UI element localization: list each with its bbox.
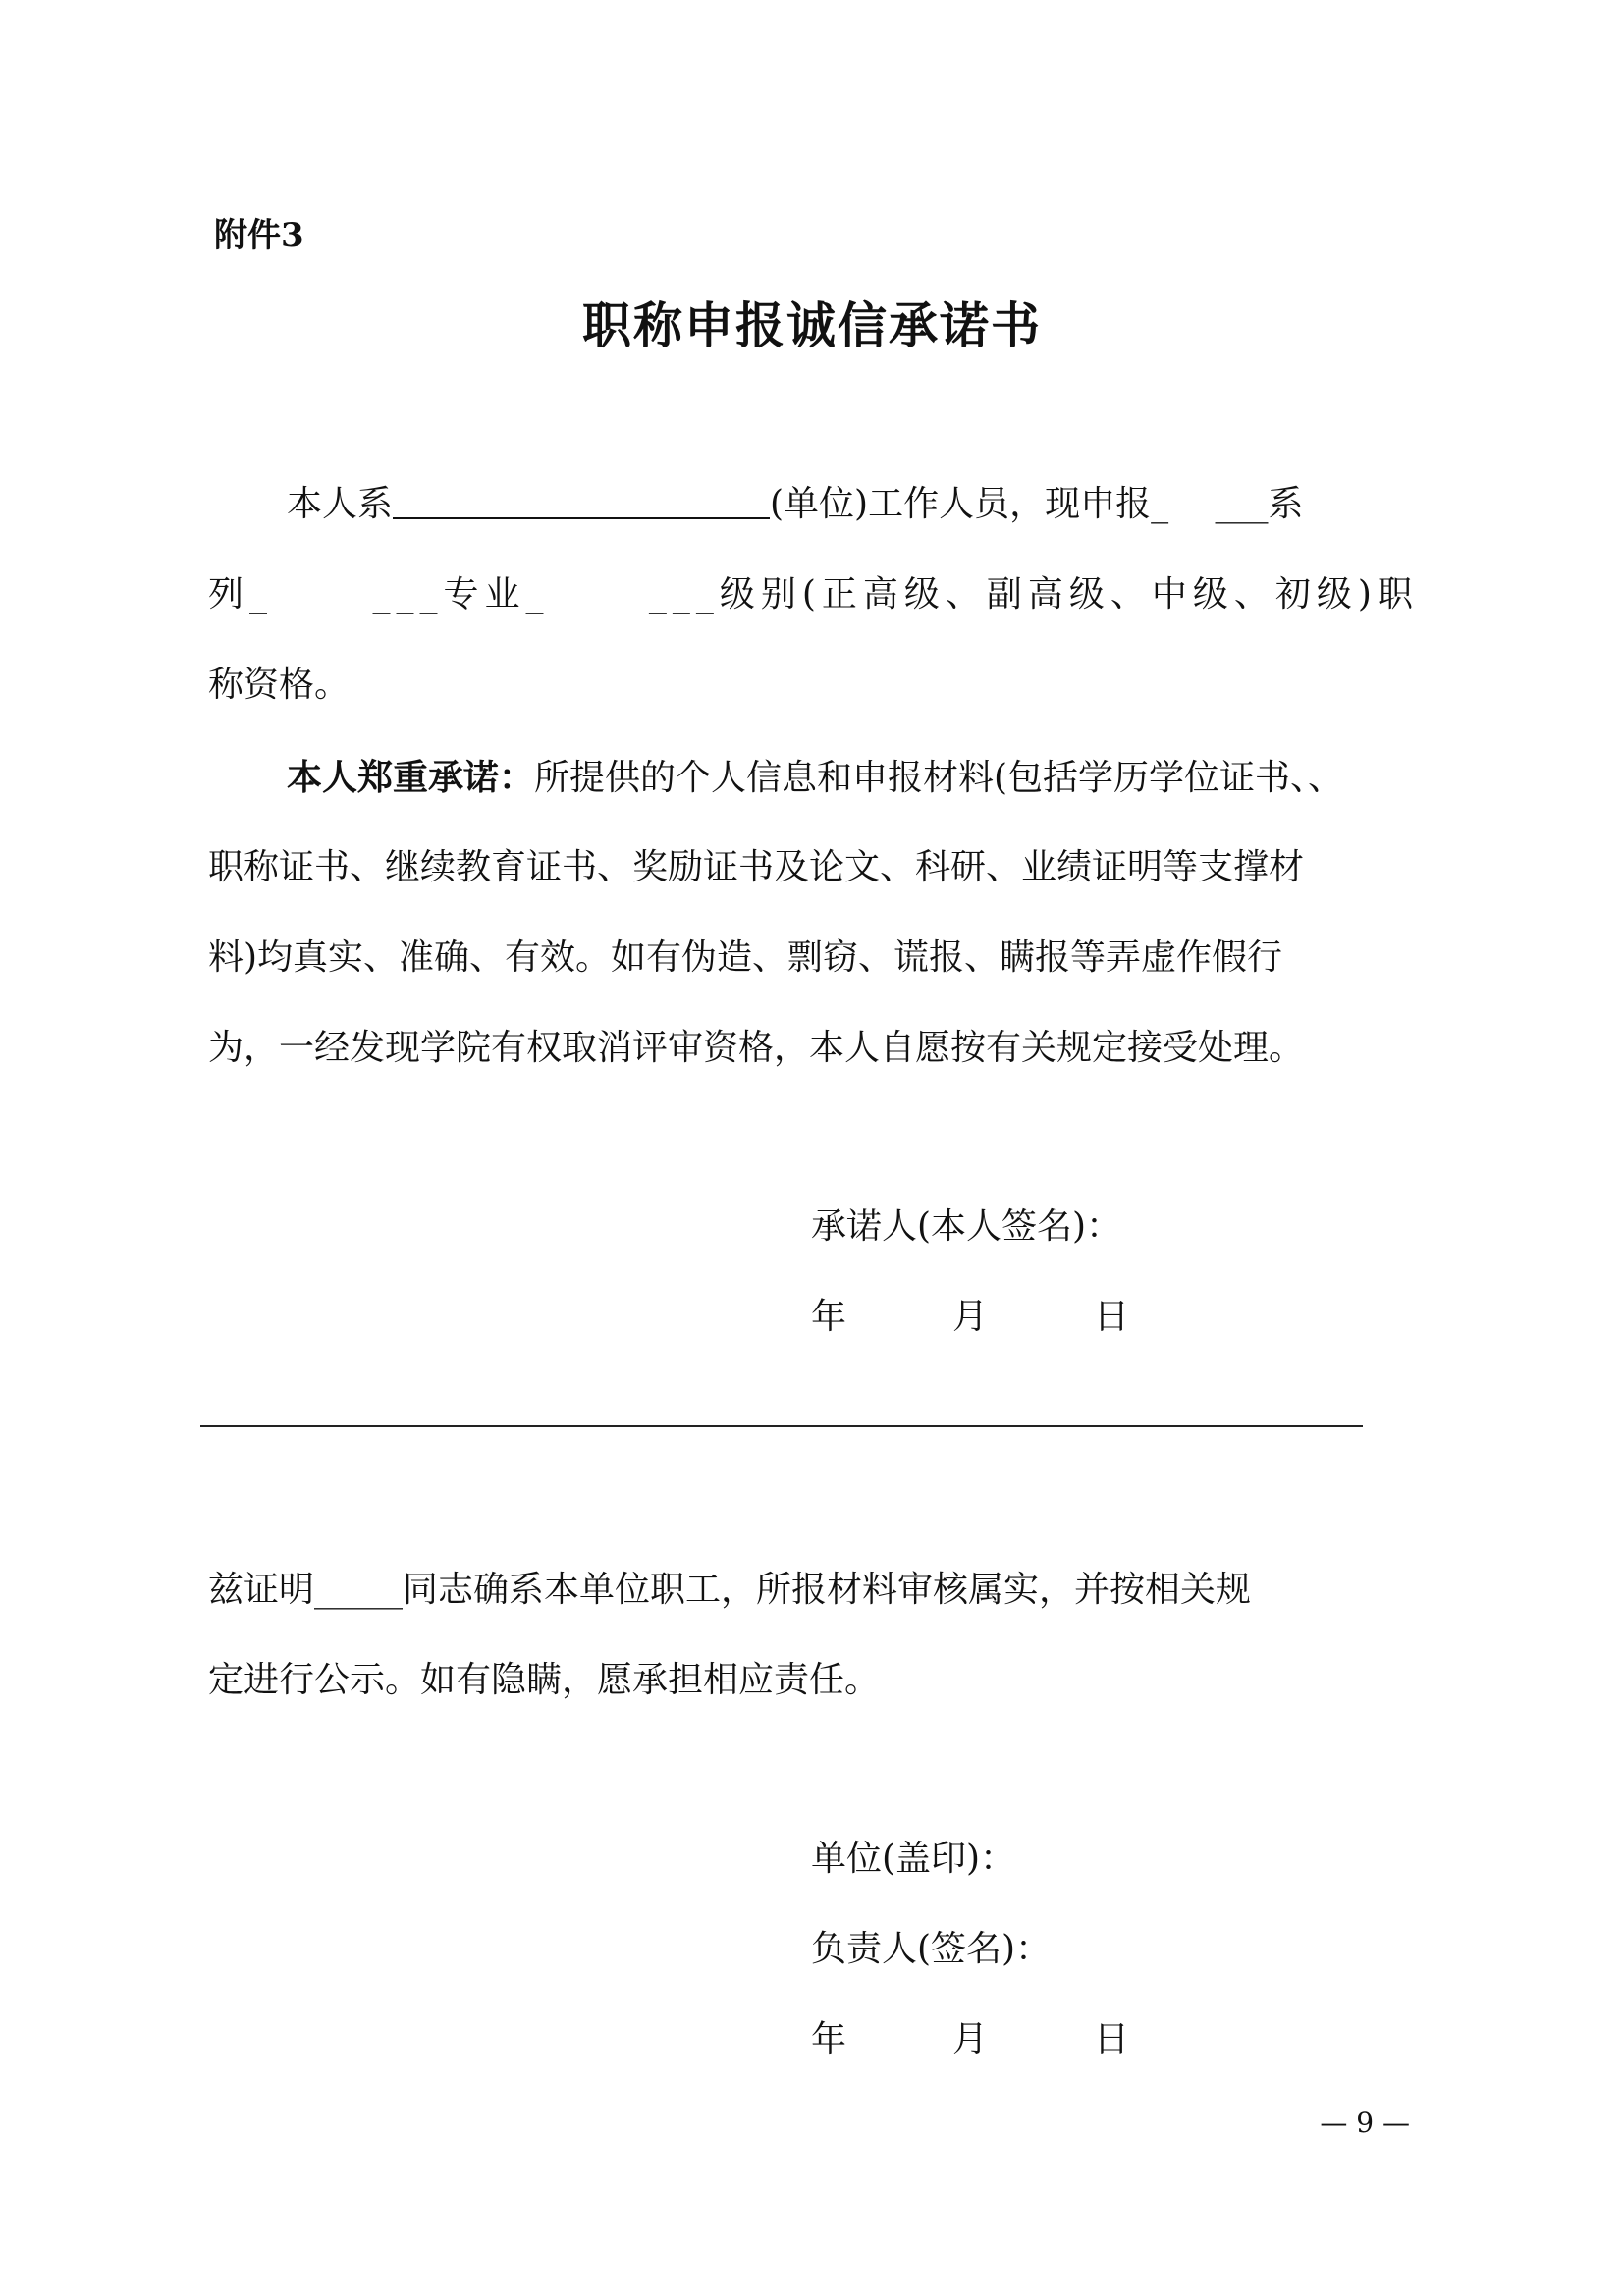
leader-signature-label: 负责人(签名)： [811,1929,1052,1969]
para1-line2: 列_ ___专业_ ___级别(正高级、副高级、中级、初级)职 [208,574,1419,614]
para1-line1-start: 本人系 [287,484,394,524]
promisor-signature-label: 承诺人(本人签名)： [811,1206,1122,1247]
certification-line2: 定进行公示。如有隐瞒，愿承担相应责任。 [208,1660,881,1700]
para2-line1 [287,756,1343,800]
para2-line3: 料)均真实、准确、有效。如有伪造、剽窃、谎报、瞒报等弄虚作假行 [208,937,1283,978]
para2-line1-rest: 所提供的个人信息和申报材料(包括学历学位证书、、 [534,758,1344,798]
attachment-label: 附件3 [214,216,304,255]
para2-line4: 为，一经发现学院有权取消评审资格，本人自愿按有关规定接受处理。 [208,1028,1305,1068]
separator-line [200,1425,1363,1427]
para1-line3: 称资格。 [208,665,351,705]
document-title: 职称申报诚信承诺书 [582,296,1042,354]
unit-date: 年 月 日 [811,2019,1130,2059]
unit-blank[interactable] [393,484,770,519]
unit-stamp-label: 单位(盖印)： [811,1839,1016,1879]
page-number: — 9 — [1320,2107,1410,2139]
para1-line1 [287,483,1304,526]
para2-line2: 职称证书、继续教育证书、奖励证书及论文、科研、业绩证明等支撑材 [208,847,1305,887]
promisor-date: 年 月 日 [811,1297,1130,1337]
promise-lead: 本人郑重承诺： [287,757,535,798]
para1-line1-end: (单位)工作人员，现申报_ ___系 [770,484,1304,524]
certification-line1: 兹证明_____同志确系本单位职工，所报材料审核属实，并按相关规 [208,1570,1252,1610]
